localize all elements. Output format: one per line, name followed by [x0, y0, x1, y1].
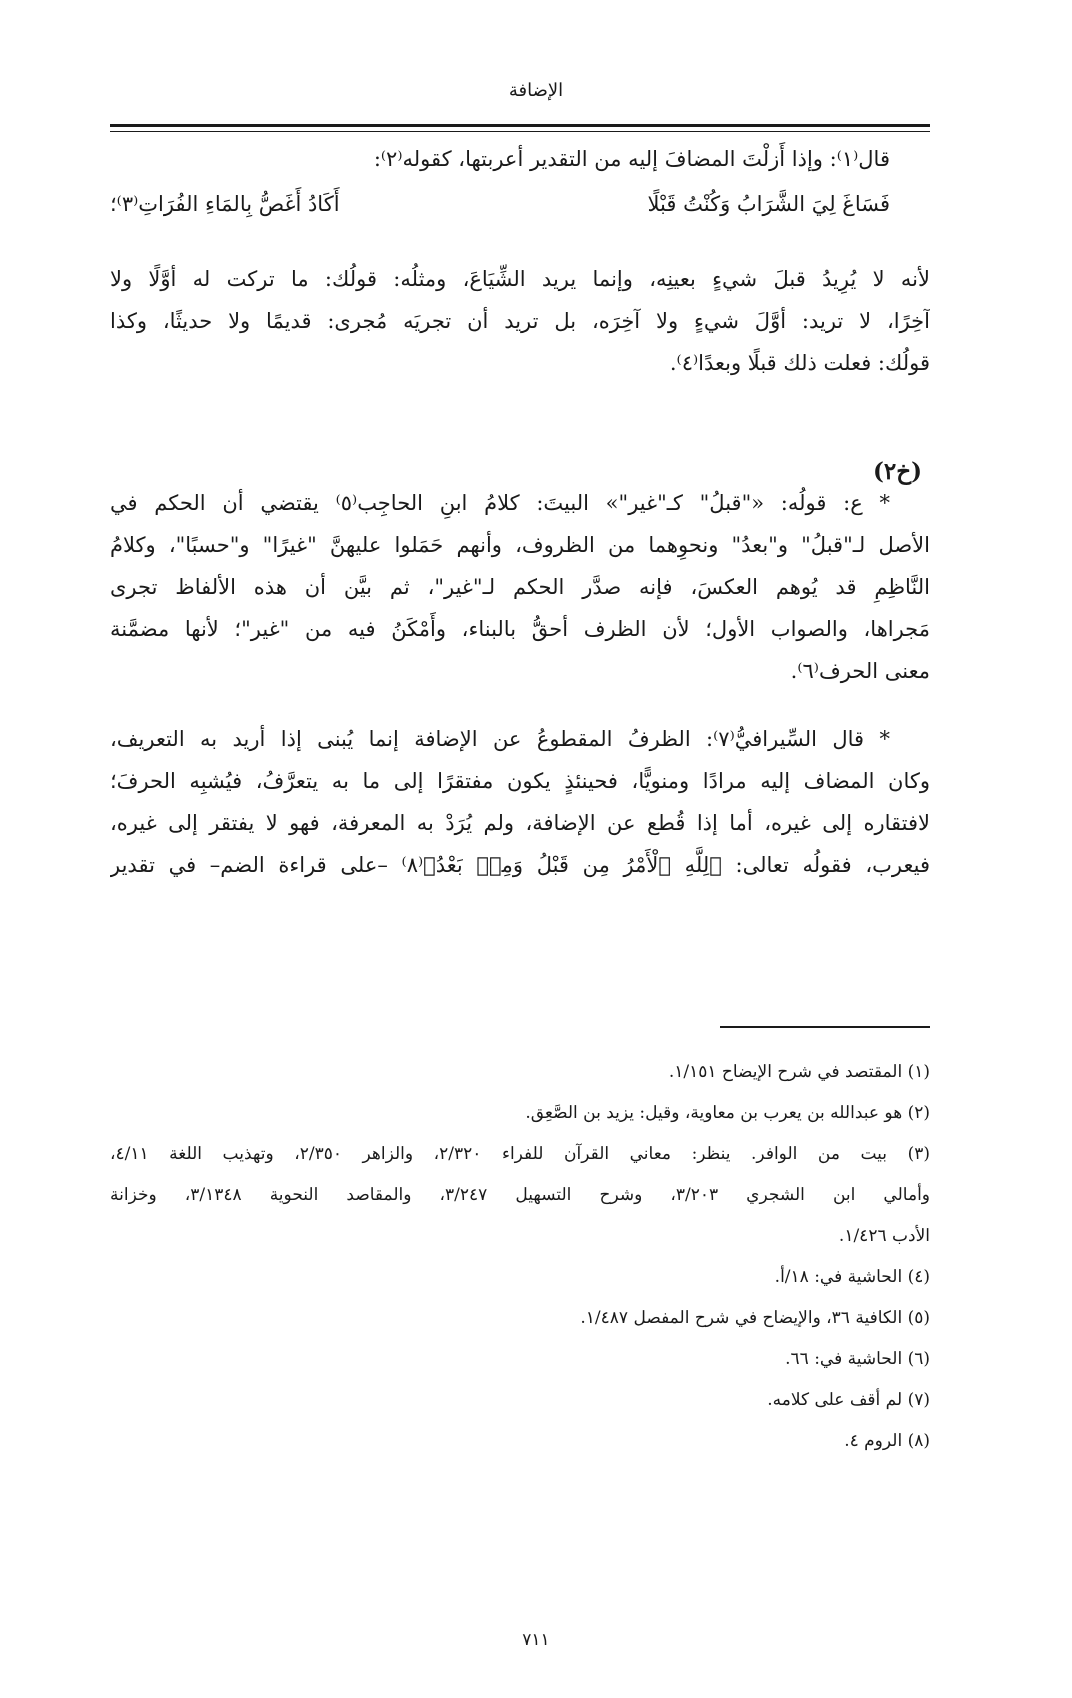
paragraph-4: [110, 718, 930, 886]
footnote: (٣) بيت من الوافر. ينظر: معاني القرآن للفراء ٢/٣٢٠، والزاهر ٢/٣٥٠، وتهذيب اللغة ٤/١١،: [110, 1144, 930, 1164]
section-heading: (خ٢): [873, 458, 922, 485]
paragraph-2-line: آخِرًا، لا تريد: أوَّلَ شيءٍ ولا آخِرَه، بل تريد أن تجريَه مُجرى: قديمًا ولا حديثًا، وكذا: [110, 309, 930, 333]
paragraph-2-line: قولُك: فعلت ذلك قبلًا وبعدًا⁽٤⁾.: [669, 351, 930, 375]
footnote: (٨) الروم ٤.: [844, 1431, 930, 1451]
paragraph-1: [110, 138, 930, 180]
footnote: (٥) الكافية ٣٦، والإيضاح في شرح المفصل ١/٤٨٧.: [580, 1308, 930, 1328]
paragraph-2-line: لأنه لا يُرِيدُ قبلَ شيءٍ بعينِه، وإنما يريد الشِّيَاعَ، ومثلُه: قولُك: ما تركت له أوَّلًا ولا: [110, 267, 930, 291]
footnote-separator: [720, 1026, 930, 1028]
footnote: (٤) الحاشية في: ١٨/أ.: [774, 1267, 930, 1287]
footnote: (٦) الحاشية في: ٦٦.: [785, 1349, 930, 1369]
paragraph-3-line: الأصل لـ"قبلُ" و"بعدُ" ونحوِهما من الظروف، وأنهم حَمَلوا عليهنَّ "غيرًا" و"حسبًا"، وكلامُ: [110, 533, 930, 557]
paragraph-2: [110, 258, 930, 384]
verse-first-hemistich: فَسَاغَ لِيَ الشَّرَابُ وَكُنْتُ قَبْلًا: [647, 192, 890, 216]
footnote: (٧) لم أقف على كلامه.: [767, 1390, 930, 1410]
paragraph-3-line: مَجراها، والصواب الأول؛ لأن الظرف أحقُّ بالبناء، وأَمْكَنُ فيه من "غير"؛ لأنها مضمَّنة: [110, 617, 930, 641]
footnote-continuation: الأدب ١/٤٢٦.: [838, 1226, 930, 1246]
footnotes: [110, 1052, 930, 1462]
header-rule-thin: [110, 131, 930, 132]
verse-second-hemistich: أَكَادُ أَغَصُّ بِالمَاءِ الفُرَاتِ⁽٣⁾؛: [110, 192, 340, 216]
paragraph-3-line: معنى الحرف⁽٦⁾.: [790, 659, 930, 683]
footnote: (١) المقتصد في شرح الإيضاح ١/١٥١.: [668, 1062, 930, 1082]
paragraph-4-line: لافتقاره إلى غيره، أما إذا قُطع عن الإضافة، ولم يُرَدْ به المعرفة، فهو لا يفتقر إلى غيره،: [110, 811, 930, 835]
paragraph-3: [110, 482, 930, 692]
page-number: ٧١١: [522, 1630, 550, 1650]
header-rule-thick: [110, 124, 930, 127]
paragraph-4-line: فيعرب، فقولُه تعالى: ﴿لِلَّهِ ٱلْأَمْرُ مِن قَبْلُ وَمِنۢ بَعْدُ﴾⁽٨⁾ –على قراءة الضم– في تقدير: [110, 853, 930, 877]
paragraph-4-line: * قال السِّيرافيُّ⁽٧⁾: الظرفُ المقطوعُ عن الإضافة إنما يُبنى إذا أريد به التعريف،: [110, 727, 890, 751]
footnote-continuation: وأمالي ابن الشجري ٣/٢٠٣، وشرح التسهيل ٣/٢٤٧، والمقاصد النحوية ٣/١٣٤٨، وخزانة: [110, 1185, 931, 1205]
paragraph-4-line: وكان المضاف إليه مرادًا ومنويًّا، فحينئذٍ يكون مفتقرًا إلى ما به يتعرَّفُ، فيُشبِه الحرفَ؛: [110, 769, 930, 793]
paragraph-3-line: النَّاظِمِ قد يُوهم العكسَ، فإنه صدَّر الحكم لـ"غير"، ثم بيَّن أن هذه الألفاظ تجرى: [110, 575, 930, 599]
paragraph-3-line: * ع: قولُه: «"قبلُ" كـ"غير"» البيتَ: كلامُ ابنِ الحاجِب⁽٥⁾ يقتضي أن الحكم في: [110, 491, 890, 515]
running-head: الإضافة: [508, 80, 564, 101]
paragraph-1-line: قال⁽١⁾: وإذا أَزلْتَ المضافَ إليه من التقدير أعربتها، كقوله⁽٢⁾:: [373, 147, 890, 171]
footnote: (٢) هو عبدالله بن يعرب بن معاوية، وقيل: يزيد بن الصَّعِق.: [525, 1103, 930, 1123]
